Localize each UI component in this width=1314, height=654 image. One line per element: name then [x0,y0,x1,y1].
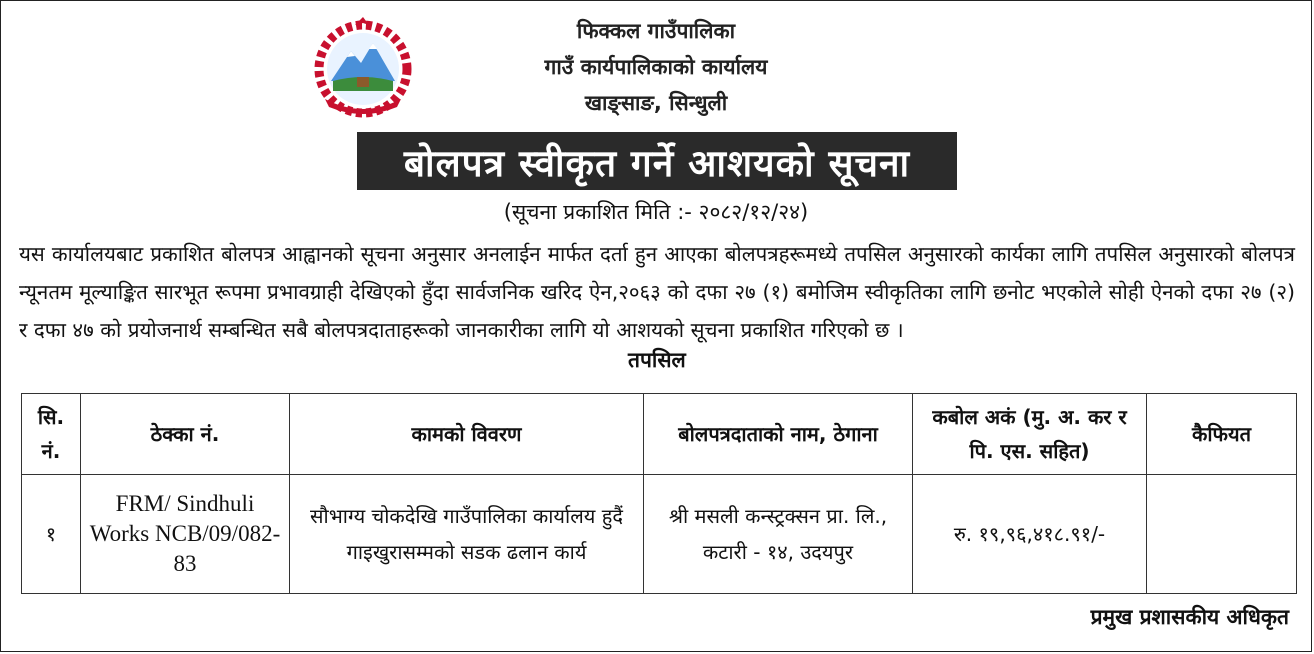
cell-remarks [1147,475,1297,594]
header-work-description: कामको विवरण [290,394,644,475]
table-row [22,475,1297,594]
notice-title: बोलपत्र स्वीकृत गर्ने आशयको सूचना [357,132,957,190]
cell-sn: १ [22,475,81,594]
header-contract-no: ठेक्का नं. [81,394,290,475]
signature-title: प्रमुख प्रशासकीय अधिकृत [1090,605,1289,629]
cell-work-description: सौभाग्य चोकदेखि गाउँपालिका कार्यालय हुदैं गाइखुरासम्मको सडक ढलान कार्य [290,475,644,594]
header-bidder: बोलपत्रदाताको नाम, ठेगाना [644,394,913,475]
bid-table [21,393,1297,594]
municipality-name: फिक्कल गाउँपालिका [576,19,736,43]
table-header-row [22,394,1297,475]
office-header [1,13,1311,121]
office-name: गाउँ कार्यपालिकाको कार्यालय [544,55,768,79]
header-sn: सि. नं. [22,394,81,475]
notice-body: यस कार्यालयबाट प्रकाशित बोलपत्र आह्वानको सूचना अनुसार अनलाईन मार्फत दर्ता हुन आएका बोलपत्रहरूमध्ये तपसिल अनुसारको कार्यका लागि तपसिल अनुसारको बोलपत्र न्यूनतम मूल्याङ्कित सारभूत रूपमा प्रभावग्राही देखिएको हुँदा सार्वजनिक खरिद ऐन,२०६३ को दफा २७ (१) बमोजिम स्वीकृतिका लागि छनोट भएकोले सोही ऐनको दफा २७ (२) र दफा ४७ को प्रयोजनार्थ सम्बन्धित सबै बोलपत्रदाताहरूको जानकारीका लागि यो आशयको सूचना प्रकाशित गरिएको छ । [19,242,1295,342]
cell-bidder: श्री मसली कन्स्ट्रक्सन प्रा. लि., कटारी - १४, उदयपुर [644,475,913,594]
tapasil-label: तपसिल [628,348,686,372]
office-address: खाङ्साङ, सिन्धुली [584,91,728,115]
cell-amount: रु. १९,९६,४१८.९१/- [913,475,1147,594]
publish-date: (सूचना प्रकाशित मिति :- २०८२/१२/२४) [503,200,809,224]
header-remarks: कैफियत [1147,394,1297,475]
cell-contract-no: FRM/ Sindhuli Works NCB/09/082-83 [81,475,290,594]
header-amount: कबोल अकं (मु. अ. कर र पि. एस. सहित) [913,394,1147,475]
